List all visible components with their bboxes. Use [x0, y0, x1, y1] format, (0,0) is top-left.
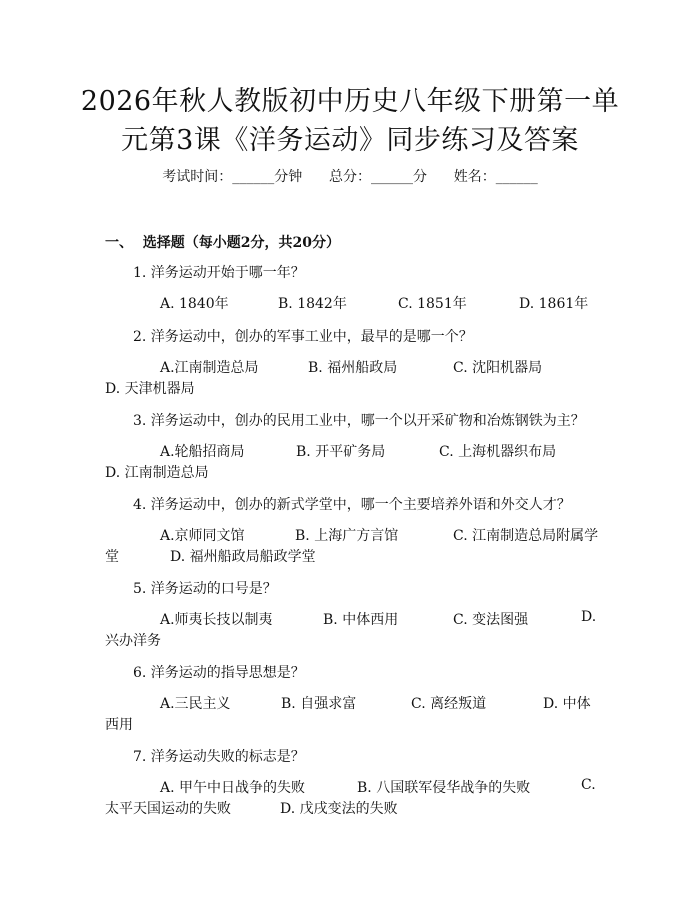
q4-option-c: C. 江南制造总局附属学: [453, 528, 599, 544]
q6-option-b: B. 自强求富: [281, 696, 357, 712]
q5-option-d: D.: [581, 609, 597, 625]
question-6-stem: 6. 洋务运动的指导思想是？: [133, 665, 305, 681]
q1-option-b: B. 1842年: [278, 296, 347, 312]
q7-option-b: B. 八国联军侵华战争的失败: [357, 780, 531, 796]
q1-option-c: C. 1851年: [398, 296, 467, 312]
q2-option-b: B. 福州船政局: [308, 360, 398, 376]
question-3-stem: 3. 洋务运动中，创办的民用工业中，哪一个以开采矿物和冶炼钢铁为主？: [133, 413, 585, 429]
q6-option-a: A.三民主义: [160, 696, 231, 712]
section-heading: 一、 选择题（每小题2分，共20分）: [105, 235, 340, 251]
q4-option-d: D. 福州船政局船政学堂: [170, 549, 316, 565]
q6-option-d-continued: 西用: [105, 717, 133, 733]
question-5-stem: 5. 洋务运动的口号是？: [133, 581, 277, 597]
q3-option-c: C. 上海机器织布局: [439, 444, 557, 460]
q2-option-a: A.江南制造总局: [160, 360, 259, 376]
question-2-stem: 2. 洋务运动中，创办的军事工业中，最早的是哪一个？: [133, 329, 473, 345]
q4-option-a: A.京师同文馆: [160, 528, 245, 544]
document-title: [0, 82, 700, 160]
q4-option-c-continued: 堂: [105, 549, 119, 565]
exam-info: 考试时间：______分钟 总分：______分 姓名：______: [162, 169, 538, 185]
q3-option-d: D. 江南制造总局: [105, 465, 209, 481]
q5-option-b: B. 中体西用: [323, 612, 399, 628]
q3-option-b: B. 开平矿务局: [296, 444, 386, 460]
q7-option-a: A. 甲午中日战争的失败: [160, 780, 306, 796]
q5-option-d-continued: 兴办洋务: [105, 633, 161, 649]
question-7-stem: 7. 洋务运动失败的标志是？: [133, 749, 305, 765]
q6-option-c: C. 离经叛道: [411, 696, 487, 712]
q5-option-c: C. 变法图强: [453, 612, 529, 628]
q7-option-c: C.: [581, 777, 596, 793]
q1-option-d: D. 1861年: [519, 296, 589, 312]
title-line-2: 元第3课《洋务运动》同步练习及答案: [121, 125, 579, 156]
q7-option-d: D. 戊戌变法的失败: [280, 801, 398, 817]
title-line-1: 2026年秋人教版初中历史八年级下册第一单: [80, 86, 620, 117]
q5-option-a: A.师夷长技以制夷: [160, 612, 273, 628]
question-4-stem: 4. 洋务运动中，创办的新式学堂中，哪一个主要培养外语和外交人才？: [133, 497, 571, 513]
q4-option-b: B. 上海广方言馆: [295, 528, 399, 544]
q7-option-c-continued: 太平天国运动的失败: [105, 801, 231, 817]
q1-option-a: A. 1840年: [160, 296, 229, 312]
question-1-stem: 1. 洋务运动开始于哪一年？: [133, 265, 305, 281]
q3-option-a: A.轮船招商局: [160, 444, 245, 460]
q6-option-d: D. 中体: [543, 696, 591, 712]
q2-option-d: D. 天津机器局: [105, 381, 195, 397]
q2-option-c: C. 沈阳机器局: [453, 360, 543, 376]
